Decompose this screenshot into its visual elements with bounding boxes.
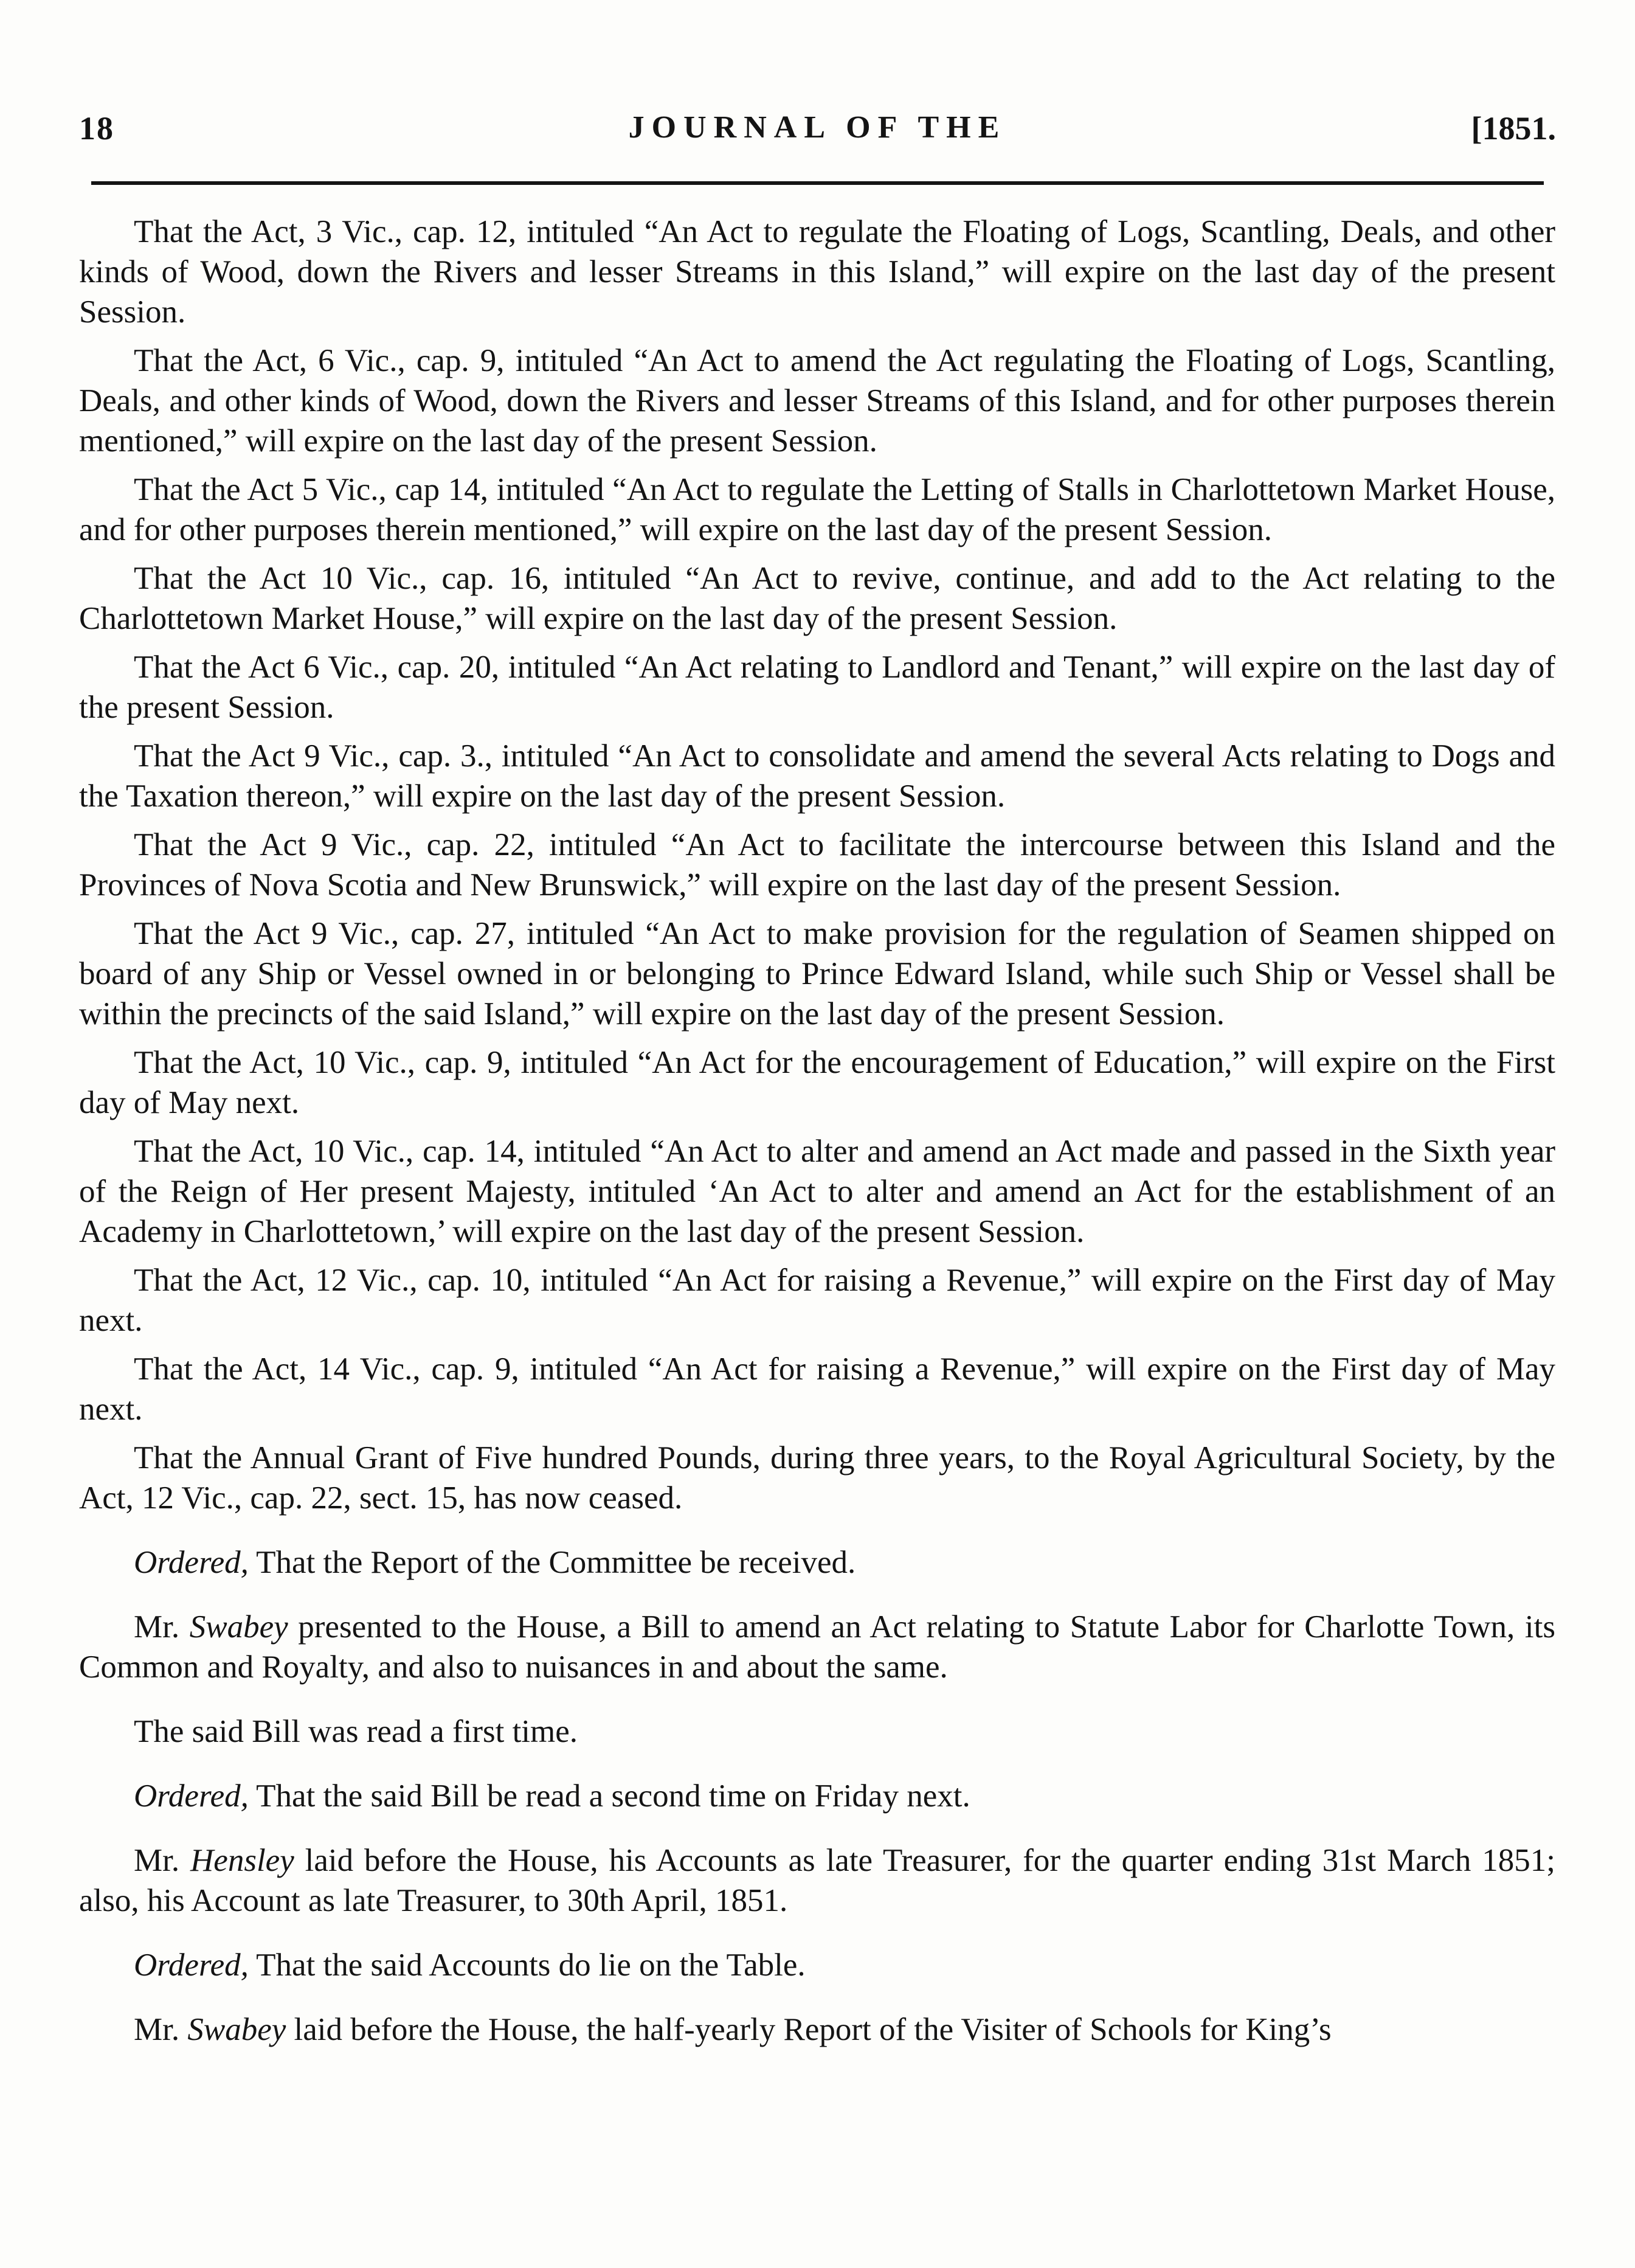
ordered-lead: Ordered,	[134, 1778, 249, 1814]
report-laid-text: laid before the House, the half-yearly Report of the Visiter of Schools for King’s	[286, 2012, 1332, 2047]
act-expiry-paragraph: That the Act 5 Vic., cap 14, intituled “An Act to regulate the Letting of Stalls in Charlottetown Market House, and for other purposes therein mentioned,” will expire on the last day of the present Session.	[79, 472, 1555, 547]
act-expiry-paragraph: That the Act 9 Vic., cap. 22, intituled “An Act to facilitate the intercourse between this Island and the Provinces of Nova Scotia and New Brunswick,” will expire on the last day of the present Session.	[79, 827, 1555, 903]
order-report-received	[79, 1542, 1555, 1583]
act-expiry-paragraph: That the Act, 14 Vic., cap. 9, intituled “An Act for raising a Revenue,” will expire on the First day of May next.	[79, 1351, 1555, 1427]
act-expiry-paragraph: That the Act, 3 Vic., cap. 12, intituled “An Act to regulate the Floating of Logs, Scantling, Deals, and other kinds of Wood, down the Rivers and lesser Streams in this Island,” will expire on the last day of the present Session.	[79, 214, 1555, 330]
order-accounts-table	[79, 1945, 1555, 1985]
bill-presented-paragraph	[79, 1607, 1555, 1687]
order-text: That the Report of the Committee be received.	[248, 1545, 856, 1580]
page-header	[79, 109, 1556, 158]
member-title: Mr.	[134, 1843, 191, 1878]
order-second-reading	[79, 1776, 1555, 1816]
act-expiry-paragraph: That the Act, 6 Vic., cap. 9, intituled “An Act to amend the Act regulating the Floating of Logs, Scantling, Deals, and other kinds of Wood, down the Rivers and lesser Streams of this Island, and for other purposes therein mentioned,” will expire on the last day of the present Session.	[79, 343, 1555, 459]
bill-presented-text: presented to the House, a Bill to amend an Act relating to Statute Labor for Charlotte Town, its Common and Royalty, and also to nuisances in and about the same.	[79, 1609, 1555, 1685]
act-expiry-paragraph: That the Act 6 Vic., cap. 20, intituled “An Act relating to Landlord and Tenant,” will expire on the last day of the present Session.	[79, 650, 1555, 725]
page-number: 18	[79, 110, 114, 147]
report-laid-paragraph	[79, 2010, 1555, 2050]
act-expiry-paragraph: That the Act, 10 Vic., cap. 14, intituled “An Act to alter and amend an Act made and passed in the Sixth year of the Reign of Her present Majesty, intituled ‘An Act to alter and amend an Act for the establishment of an Academy in Charlottetown,’ will expire on the last day of the present Session.	[79, 1134, 1555, 1249]
ordered-lead: Ordered,	[134, 1947, 249, 1983]
act-expiry-paragraph: That the Act 10 Vic., cap. 16, intituled “An Act to revive, continue, and add to the Act relating to the Charlottetown Market House,” will expire on the last day of the present Session.	[79, 561, 1555, 636]
first-reading-paragraph: The said Bill was read a first time.	[134, 1714, 578, 1749]
member-title: Mr.	[134, 2012, 188, 2047]
act-expiry-paragraph: That the Act 9 Vic., cap. 3., intituled “An Act to consolidate and amend the several Acts relating to Dogs and the Taxation thereon,” will expire on the last day of the present Session.	[79, 738, 1555, 814]
ordered-lead: Ordered,	[134, 1545, 249, 1580]
accounts-laid-paragraph	[79, 1840, 1555, 1921]
accounts-laid-text: laid before the House, his Accounts as late Treasurer, for the quarter ending 31st March 1851; also, his Account as late Treasurer, to 30th April, 1851.	[79, 1843, 1555, 1918]
journal-body	[79, 212, 1555, 2058]
member-name: Swabey	[189, 1609, 288, 1645]
header-rule	[91, 181, 1544, 185]
member-name: Hensley	[190, 1843, 294, 1878]
header-year: [1851.	[1471, 110, 1556, 147]
order-text: That the said Accounts do lie on the Table.	[248, 1947, 806, 1983]
act-expiry-paragraph: That the Act 9 Vic., cap. 27, intituled “An Act to make provision for the regulation of Seamen shipped on board of any Ship or Vessel owned in or belonging to Prince Edward Island, while such Ship or Vessel shall be within the precincts of the said Island,” will expire on the last day of the present Session.	[79, 916, 1555, 1032]
act-expiry-paragraph: That the Act, 10 Vic., cap. 9, intituled “An Act for the encouragement of Education,” will expire on the First day of May next.	[79, 1045, 1555, 1120]
member-name: Swabey	[187, 2012, 286, 2047]
grant-ceased-paragraph: That the Annual Grant of Five hundred Pounds, during three years, to the Royal Agricultural Society, by the Act, 12 Vic., cap. 22, sect. 15, has now ceased.	[79, 1440, 1555, 1516]
order-text: That the said Bill be read a second time on Friday next.	[248, 1778, 970, 1814]
member-title: Mr.	[134, 1609, 190, 1645]
act-expiry-paragraph: That the Act, 12 Vic., cap. 10, intituled “An Act for raising a Revenue,” will expire on the First day of May next.	[79, 1263, 1555, 1338]
running-title: JOURNAL OF THE	[628, 110, 1007, 145]
